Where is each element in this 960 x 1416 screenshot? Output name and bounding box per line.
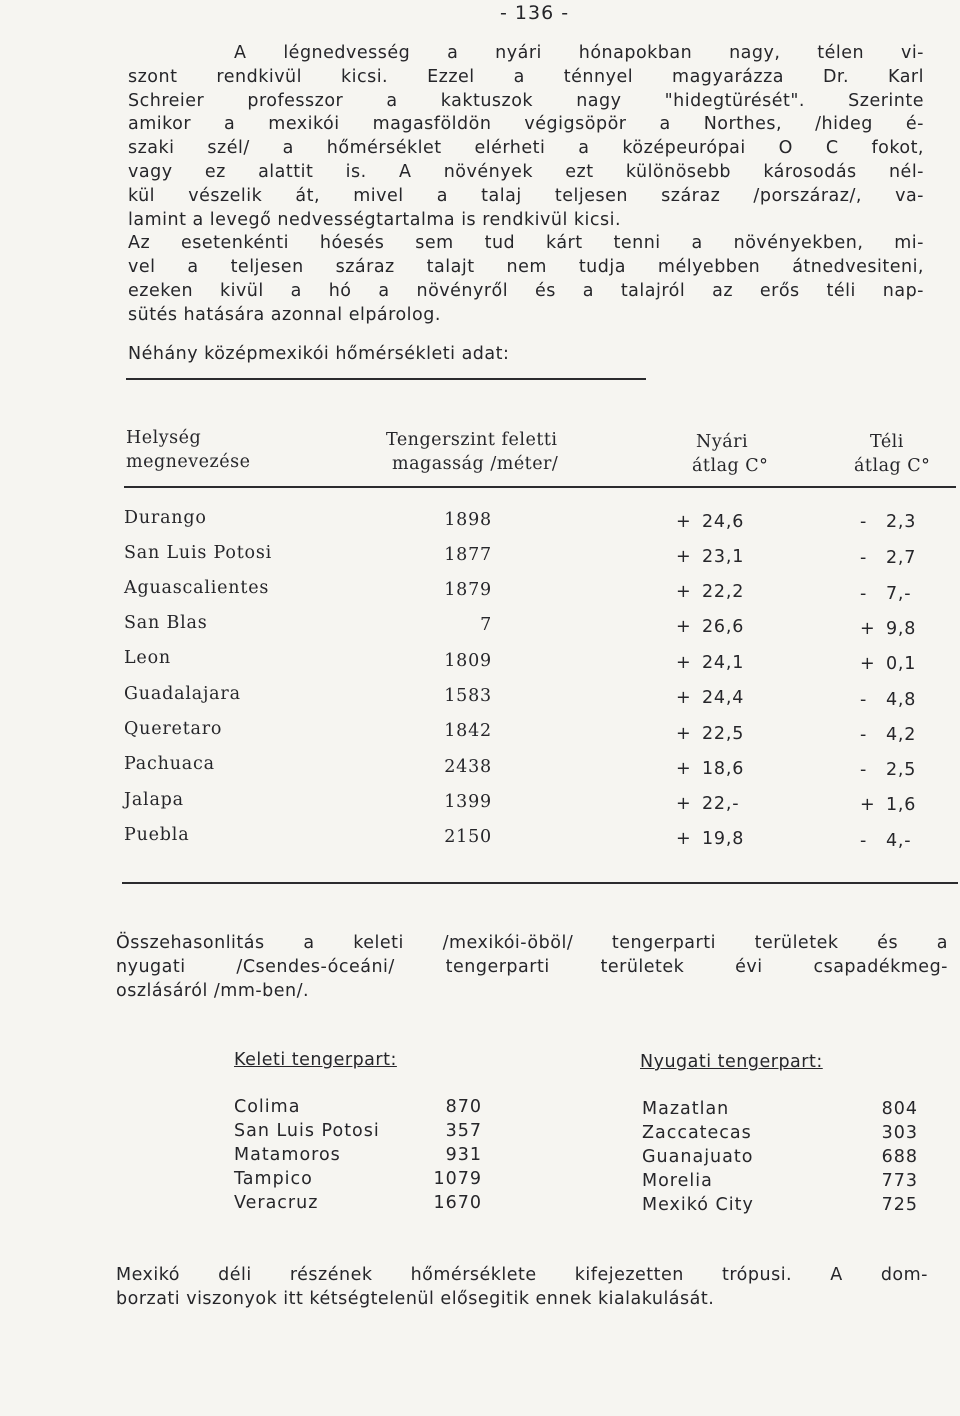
list-item-value: 804 (881, 1099, 918, 1119)
list-item-value: 1079 (433, 1169, 482, 1189)
cell-place: San Blas (124, 613, 208, 633)
table-bottom-rule (122, 882, 958, 884)
cell-winter: - 7,- (860, 584, 912, 604)
text-line: Schreier professzor a kaktuszok nagy "hidegtürését". Szerinte (128, 90, 924, 111)
table-header-rule (124, 486, 956, 488)
cell-altitude: 1898 (444, 510, 492, 530)
table-intro: Néhány középmexikói hőmérsékleti adat: (128, 344, 510, 364)
cell-winter: + 1,6 (860, 795, 917, 815)
page-number: - 136 - (500, 2, 570, 24)
west-coast-title: Nyugati tengerpart: (640, 1052, 823, 1072)
text-line: Összehasonlitás a keleti /mexikói-öböl/ tengerparti területek és a (116, 933, 948, 953)
text-line: oszlásáról /mm-ben/. (116, 980, 310, 1001)
list-item-place: Guanajuato (642, 1147, 754, 1167)
cell-summer: + 26,6 (676, 617, 745, 637)
text-line: szaki szél/ a hőmérséklet elérheti a középeurópai O C fokot, (128, 138, 924, 159)
list-item-value: 688 (881, 1147, 918, 1167)
cell-place: Guadalajara (124, 684, 241, 704)
cell-winter: - 2,5 (860, 760, 917, 780)
cell-winter: - 4,2 (860, 725, 917, 745)
list-item-place: Colima (234, 1097, 301, 1117)
cell-summer: + 23,1 (676, 547, 745, 567)
cell-summer: + 22,- (676, 794, 740, 814)
header-place: Helység megnevezése (126, 428, 251, 472)
cell-altitude: 2438 (444, 757, 492, 777)
paragraph-climate-conclusion (116, 1264, 928, 1312)
cell-winter: + 0,1 (860, 654, 917, 674)
cell-place: Leon (124, 648, 171, 668)
divider-line (126, 378, 646, 380)
cell-summer: + 18,6 (676, 759, 745, 779)
text-line: Mexikó déli részének hőmérséklete kifejezetten trópusi. A dom- (116, 1265, 928, 1285)
text-line: szont rendkivül kicsi. Ezzel a ténnyel magyarázza Dr. Karl (128, 66, 924, 87)
text-line: A légnedvesség a nyári hónapokban nagy, télen vi- (234, 43, 924, 63)
cell-altitude: 1842 (444, 721, 492, 741)
cell-place: Pachuaca (124, 754, 215, 774)
cell-altitude: 2150 (444, 827, 492, 847)
paragraph-precipitation-intro (116, 932, 948, 1003)
cell-altitude: 1879 (444, 580, 492, 600)
header-winter: Téli átlag C° (854, 432, 931, 476)
cell-summer: + 22,2 (676, 582, 745, 602)
list-item-value: 303 (881, 1123, 918, 1143)
text-line: ezeken kivül a hó a növényről és a talajról az erős téli nap- (128, 280, 924, 301)
paragraph-humidity (128, 42, 924, 328)
list-item-place: Tampico (234, 1169, 313, 1189)
cell-summer: + 24,4 (676, 688, 745, 708)
cell-winter: + 9,8 (860, 619, 917, 639)
cell-summer: + 24,1 (676, 653, 745, 673)
list-item-value: 773 (881, 1171, 918, 1191)
cell-place: Jalapa (124, 790, 184, 810)
cell-summer: + 22,5 (676, 724, 745, 744)
cell-summer: + 24,6 (676, 512, 745, 532)
text-line: sütés hatására azonnal elpárolog. (128, 304, 441, 325)
list-item-value: 357 (445, 1121, 482, 1141)
cell-winter: - 2,3 (860, 512, 917, 532)
cell-winter: - 4,8 (860, 690, 917, 710)
text-line: amikor a mexikói magasföldön végigsöpör a Northes, /hideg é- (128, 114, 924, 135)
list-item-place: Mazatlan (642, 1099, 730, 1119)
cell-place: San Luis Potosi (124, 543, 273, 563)
text-line: lamint a levegő nedvességtartalma is rendkivül kicsi. (128, 209, 622, 230)
cell-altitude: 1399 (444, 792, 492, 812)
list-item-place: Morelia (642, 1171, 713, 1191)
list-item-value: 725 (881, 1195, 918, 1215)
cell-winter: - 2,7 (860, 548, 917, 568)
list-item-value: 870 (445, 1097, 482, 1117)
cell-winter: - 4,- (860, 831, 912, 851)
cell-summer: + 19,8 (676, 829, 745, 849)
cell-place: Puebla (124, 825, 190, 845)
text-line: nyugati /Csendes-óceáni/ tengerparti területek évi csapadékmeg- (116, 956, 948, 977)
list-item-place: San Luis Potosi (234, 1121, 380, 1141)
list-item-place: Mexikó City (642, 1195, 754, 1215)
text-line: kül vészelik át, mivel a talaj teljesen száraz /porszáraz/, va- (128, 185, 924, 206)
cell-altitude: 1809 (444, 651, 492, 671)
text-line: vagy ez alattit is. A növények ezt különösebb károsodás nél- (128, 161, 924, 182)
list-item-place: Veracruz (234, 1193, 319, 1213)
text-line: vel a teljesen száraz talajt nem tudja mélyebben átnedvesiteni, (128, 257, 924, 278)
list-item-place: Matamoros (234, 1145, 341, 1165)
header-summer: Nyári átlag C° (692, 432, 769, 476)
cell-place: Queretaro (124, 719, 223, 739)
list-item-value: 931 (445, 1145, 482, 1165)
cell-place: Durango (124, 508, 207, 528)
header-altitude: Tengerszint feletti magasság /méter/ (386, 430, 559, 474)
text-line: Az esetenkénti hóesés sem tud kárt tenni a növényekben, mi- (128, 233, 924, 254)
cell-place: Aguascalientes (124, 578, 270, 598)
list-item-place: Zaccatecas (642, 1123, 752, 1143)
list-item-value: 1670 (433, 1193, 482, 1213)
cell-altitude: 7 (480, 615, 492, 635)
cell-altitude: 1877 (444, 545, 492, 565)
text-line: borzati viszonyok itt kétségtelenül elősegitik ennek kialakulását. (116, 1288, 715, 1309)
east-coast-title: Keleti tengerpart: (234, 1050, 397, 1070)
cell-altitude: 1583 (444, 686, 492, 706)
